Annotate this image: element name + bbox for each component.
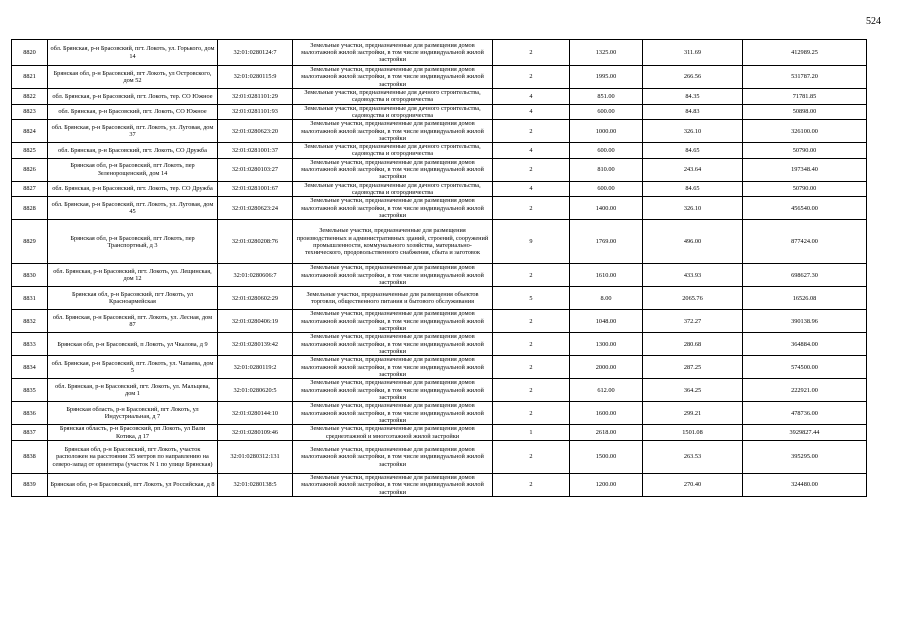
table-row [12,220,867,264]
cadastral-cost-cell: 16526.08 [743,287,867,310]
table-row [12,143,867,159]
row-number-cell: 8823 [12,104,48,120]
use-code-cell: 4 [493,181,570,197]
land-use-cell: Земельные участки, предназначенные для дачного строительства, садоводства и огородничества [293,89,493,105]
area-cell: 1400.00 [570,197,643,220]
cadastral-cost-cell: 877424.00 [743,220,867,264]
address-cell: Брянская обл, р-н Брасовский, пгт Локоть, ул Российская, д 8 [48,473,218,496]
area-cell: 1300.00 [570,333,643,356]
cadastral-cost-cell: 326100.00 [743,120,867,143]
cadastral-cost-cell: 531787.20 [743,66,867,89]
land-use-cell: Земельные участки, предназначенные для размещения домов малоэтажной жилой застройки, в том числе индивидуальной жилой застройки [293,333,493,356]
area-cell: 600.00 [570,104,643,120]
use-code-cell: 9 [493,220,570,264]
row-number-cell: 8829 [12,220,48,264]
cadastral-number-cell: 32:01:0280602:29 [218,287,293,310]
cadastral-number-cell: 32:01:0280406:19 [218,310,293,333]
use-code-cell: 2 [493,264,570,287]
table-row [12,356,867,379]
cadastral-number-cell: 32:01:0280623:20 [218,120,293,143]
table-row [12,440,867,473]
table-row [12,333,867,356]
area-cell: 1200.00 [570,473,643,496]
address-cell: Брянская обл, р-н Брасовский, пгт Локоть, участок расположен на расстоянии 35 метров по направлению на северо-запад от ориентира (участок N 1 по улице Брянская) [48,440,218,473]
specific-value-cell: 266.56 [643,66,743,89]
area-cell: 1048.00 [570,310,643,333]
land-use-cell: Земельные участки, предназначенные для дачного строительства, садоводства и огородничества [293,104,493,120]
cadastral-number-cell: 32:01:0280119:2 [218,356,293,379]
address-cell: обл. Брянская, р-н Брасовский, пгт. Локоть, ул. Горького, дом 14 [48,40,218,66]
area-cell: 2618.00 [570,425,643,441]
address-cell: обл. Брянская, р-н Брасовский, пгт. Локоть, СО Южное [48,104,218,120]
cadastral-cost-cell: 456540.00 [743,197,867,220]
table-row [12,89,867,105]
cadastral-cost-cell: 574500.00 [743,356,867,379]
table-row [12,197,867,220]
specific-value-cell: 1501.08 [643,425,743,441]
specific-value-cell: 372.27 [643,310,743,333]
land-use-cell: Земельные участки, предназначенные для размещения домов малоэтажной жилой застройки, в том числе индивидуальной жилой застройки [293,264,493,287]
cadastral-cost-cell: 50898.00 [743,104,867,120]
cadastral-number-cell: 32:01:0281001:67 [218,181,293,197]
row-number-cell: 8831 [12,287,48,310]
cadastral-number-cell: 32:01:0281101:93 [218,104,293,120]
use-code-cell: 2 [493,120,570,143]
cadastral-number-cell: 32:01:0280606:7 [218,264,293,287]
area-cell: 851.00 [570,89,643,105]
specific-value-cell: 364.25 [643,379,743,402]
cadastral-cost-cell: 222921.00 [743,379,867,402]
address-cell: Брянская обл, р-н Брасовский, пгт Локоть, пер Транспортный, д 3 [48,220,218,264]
area-cell: 1325.00 [570,40,643,66]
address-cell: Брянская обл, р-н Брасовский, п Локоть, ул Чкалова, д 9 [48,333,218,356]
address-cell: Брянская обл, р-н Брасовский, пгт Локоть, пер Зеленорощенский, дом 14 [48,158,218,181]
row-number-cell: 8827 [12,181,48,197]
cadastral-cost-cell: 197348.40 [743,158,867,181]
area-cell: 1995.00 [570,66,643,89]
use-code-cell: 2 [493,310,570,333]
table-row [12,287,867,310]
specific-value-cell: 311.69 [643,40,743,66]
row-number-cell: 8830 [12,264,48,287]
use-code-cell: 2 [493,440,570,473]
specific-value-cell: 84.65 [643,181,743,197]
specific-value-cell: 326.10 [643,120,743,143]
use-code-cell: 1 [493,425,570,441]
use-code-cell: 2 [493,333,570,356]
row-number-cell: 8820 [12,40,48,66]
table-row [12,473,867,496]
specific-value-cell: 263.53 [643,440,743,473]
area-cell: 1000.00 [570,120,643,143]
land-use-cell: Земельные участки, предназначенные для размещения домов малоэтажной жилой застройки, в том числе индивидуальной жилой застройки [293,473,493,496]
use-code-cell: 2 [493,379,570,402]
table-row [12,104,867,120]
address-cell: обл. Брянская, р-н Брасовский, пгт. Локоть, ул. Луговая, дом 45 [48,197,218,220]
address-cell: Брянская обл, р-н Брасовский, пгт Локоть, ул Красноармейская [48,287,218,310]
specific-value-cell: 433.93 [643,264,743,287]
specific-value-cell: 270.40 [643,473,743,496]
cadastral-number-cell: 32:01:0281101:29 [218,89,293,105]
land-use-cell: Земельные участки, предназначенные для размещения домов малоэтажной жилой застройки, в том числе индивидуальной жилой застройки [293,197,493,220]
cadastral-number-cell: 32:01:0280115:9 [218,66,293,89]
cadastral-cost-cell: 364884.00 [743,333,867,356]
use-code-cell: 2 [493,66,570,89]
land-use-cell: Земельные участки, предназначенные для дачного строительства, садоводства и огородничества [293,143,493,159]
cadastral-number-cell: 32:01:0280620:5 [218,379,293,402]
table-row [12,264,867,287]
row-number-cell: 8834 [12,356,48,379]
table-row [12,425,867,441]
land-use-cell: Земельные участки, предназначенные для размещения домов малоэтажной жилой застройки, в том числе индивидуальной жилой застройки [293,356,493,379]
address-cell: обл. Брянская, р-н Брасовский, пгт. Локоть, тер. СО Южное [48,89,218,105]
area-cell: 600.00 [570,181,643,197]
use-code-cell: 2 [493,356,570,379]
cadastral-cost-cell: 395295.00 [743,440,867,473]
cadastral-number-cell: 32:01:0280312:131 [218,440,293,473]
area-cell: 1600.00 [570,402,643,425]
use-code-cell: 2 [493,473,570,496]
cadastral-cost-cell: 478736.00 [743,402,867,425]
specific-value-cell: 84.65 [643,143,743,159]
cadastral-number-cell: 32:01:0280623:24 [218,197,293,220]
cadastral-cost-cell: 324480.00 [743,473,867,496]
specific-value-cell: 326.10 [643,197,743,220]
use-code-cell: 2 [493,40,570,66]
area-cell: 810.00 [570,158,643,181]
land-use-cell: Земельные участки, предназначенные для размещения домов малоэтажной жилой застройки, в том числе индивидуальной жилой застройки [293,120,493,143]
area-cell: 1610.00 [570,264,643,287]
cadastral-cost-cell: 3929827.44 [743,425,867,441]
land-use-cell: Земельные участки, предназначенные для размещения домов малоэтажной жилой застройки, в том числе индивидуальной жилой застройки [293,379,493,402]
row-number-cell: 8839 [12,473,48,496]
table-row [12,181,867,197]
specific-value-cell: 496.00 [643,220,743,264]
area-cell: 2000.00 [570,356,643,379]
address-cell: Брянская обл, р-н Брасовский, пгт Локоть, ул Островского, дом 52 [48,66,218,89]
cadastral-cost-cell: 50790.00 [743,143,867,159]
use-code-cell: 2 [493,158,570,181]
row-number-cell: 8825 [12,143,48,159]
land-use-cell: Земельные участки, предназначенные для размещения домов малоэтажной жилой застройки, в том числе индивидуальной жилой застройки [293,440,493,473]
row-number-cell: 8838 [12,440,48,473]
address-cell: обл. Брянская, р-н Брасовский, пгт. Локоть, ул. Луговая, дом 37 [48,120,218,143]
table-row [12,310,867,333]
cadastral-number-cell: 32:01:0280138:5 [218,473,293,496]
address-cell: Брянская область, р-н Брасовский, рп Локоть, ул Вали Котика, д 17 [48,425,218,441]
address-cell: обл. Брянская, р-н Брасовский, пгт. Локоть, ул. Мальцева, дом 1 [48,379,218,402]
page-number: 524 [866,16,881,27]
use-code-cell: 5 [493,287,570,310]
row-number-cell: 8835 [12,379,48,402]
table-row [12,66,867,89]
use-code-cell: 4 [493,143,570,159]
area-cell: 1500.00 [570,440,643,473]
row-number-cell: 8822 [12,89,48,105]
row-number-cell: 8826 [12,158,48,181]
land-use-cell: Земельные участки, предназначенные для размещения объектов торговли, общественного питания и бытового обслуживания [293,287,493,310]
cadastral-cost-cell: 50790.00 [743,181,867,197]
address-cell: обл. Брянская, р-н Брасовский, пгт. Локоть, тер. СО Дружба [48,181,218,197]
address-cell: Брянская область, р-н Брасовский, пгт Локоть, ул Индустриальная, д 7 [48,402,218,425]
specific-value-cell: 84.35 [643,89,743,105]
area-cell: 612.00 [570,379,643,402]
land-use-cell: Земельные участки, предназначенные для размещения домов среднеэтажной и многоэтажной жилой застройки [293,425,493,441]
land-use-cell: Земельные участки, предназначенные для размещения производственных и административных зданий, строений, сооружений промышленности, коммунального хозяйства, материально-технического, продовольственного снабжения, сбыта и заготовок [293,220,493,264]
cadastral-number-cell: 32:01:0280124:7 [218,40,293,66]
cadastral-cost-cell: 412989.25 [743,40,867,66]
cadastral-cost-cell: 390138.96 [743,310,867,333]
row-number-cell: 8833 [12,333,48,356]
cadastral-number-cell: 32:01:0280103:27 [218,158,293,181]
use-code-cell: 4 [493,104,570,120]
area-cell: 600.00 [570,143,643,159]
cadastral-cost-cell: 71781.85 [743,89,867,105]
specific-value-cell: 84.83 [643,104,743,120]
table-row [12,379,867,402]
specific-value-cell: 2065.76 [643,287,743,310]
specific-value-cell: 280.68 [643,333,743,356]
row-number-cell: 8836 [12,402,48,425]
address-cell: обл. Брянская, р-н Брасовский, пгт. Локоть, ул. Лесная, дом 87 [48,310,218,333]
land-use-cell: Земельные участки, предназначенные для размещения домов малоэтажной жилой застройки, в том числе индивидуальной жилой застройки [293,40,493,66]
row-number-cell: 8821 [12,66,48,89]
use-code-cell: 4 [493,89,570,105]
land-use-cell: Земельные участки, предназначенные для размещения домов малоэтажной жилой застройки, в том числе индивидуальной жилой застройки [293,66,493,89]
address-cell: обл. Брянская, р-н Брасовский, пгт. Локоть, ул. Чапаева, дом 5 [48,356,218,379]
area-cell: 8.00 [570,287,643,310]
table-row [12,120,867,143]
specific-value-cell: 299.21 [643,402,743,425]
row-number-cell: 8824 [12,120,48,143]
land-use-cell: Земельные участки, предназначенные для размещения домов малоэтажной жилой застройки, в том числе индивидуальной жилой застройки [293,158,493,181]
specific-value-cell: 243.64 [643,158,743,181]
row-number-cell: 8832 [12,310,48,333]
specific-value-cell: 287.25 [643,356,743,379]
table-row [12,158,867,181]
use-code-cell: 2 [493,402,570,425]
address-cell: обл. Брянская, р-н Брасовский, пгт. Локоть, СО Дружба [48,143,218,159]
cadastral-number-cell: 32:01:0280109:46 [218,425,293,441]
row-number-cell: 8828 [12,197,48,220]
address-cell: обл. Брянская, р-н Брасовский, пгт. Локоть, ул. Лещинская, дом 12 [48,264,218,287]
cadastral-value-table [11,39,867,497]
table-row [12,402,867,425]
cadastral-number-cell: 32:01:0280144:10 [218,402,293,425]
land-use-cell: Земельные участки, предназначенные для размещения домов малоэтажной жилой застройки, в том числе индивидуальной жилой застройки [293,310,493,333]
table-row [12,40,867,66]
land-use-cell: Земельные участки, предназначенные для размещения домов малоэтажной жилой застройки, в том числе индивидуальной жилой застройки [293,402,493,425]
land-use-cell: Земельные участки, предназначенные для дачного строительства, садоводства и огородничества [293,181,493,197]
area-cell: 1769.00 [570,220,643,264]
cadastral-cost-cell: 698627.30 [743,264,867,287]
cadastral-number-cell: 32:01:0280139:42 [218,333,293,356]
cadastral-number-cell: 32:01:0281001:37 [218,143,293,159]
row-number-cell: 8837 [12,425,48,441]
use-code-cell: 2 [493,197,570,220]
cadastral-number-cell: 32:01:0280208:76 [218,220,293,264]
